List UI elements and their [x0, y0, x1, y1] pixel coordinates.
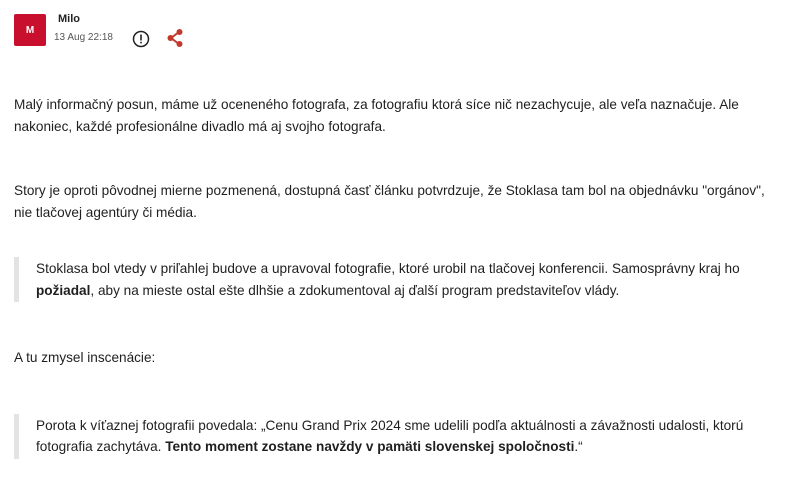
paragraph: A tu zmysel inscenácie:: [14, 350, 156, 365]
post-body: [14, 94, 774, 459]
quote-bold-text: požiadal: [36, 282, 91, 298]
blockquote: [14, 257, 776, 302]
post-timestamp: 13 Aug 22:18: [54, 32, 113, 43]
quote-text: .“: [574, 439, 583, 454]
quote-text: , aby na mieste ostal ešte dlhšie a zdokumentoval aj ďalší program predstaviteľov vlády.: [90, 282, 620, 298]
paragraph: Story je oproti pôvodnej mierne pozmenená, dostupná časť článku potvrdzuje, že Stoklasa tam bol na objednávku "orgánov", nie tlačovej agentúry či média.: [14, 183, 765, 220]
quote-text: Stoklasa bol vtedy v priľahlej budove a upravoval fotografie, ktoré urobil na tlačovej konferencii. Samosprávny kraj ho: [36, 261, 740, 276]
quote-text: Porota k víťaznej fotografii povedala: „Cenu Grand Prix 2024 sme udelili podľa aktuálnosti a závažnosti udalosti, ktorú fotografia zachytáva.: [36, 417, 744, 454]
blockquote: [14, 414, 776, 459]
quote-bold-text: Tento moment zostane navždy v pamäti slovenskej spoločnosti: [165, 439, 575, 454]
avatar[interactable]: M: [14, 14, 46, 46]
post-header: [14, 13, 314, 53]
share-icon[interactable]: [166, 28, 184, 48]
author-name[interactable]: Milo: [58, 13, 80, 25]
paragraph: Malý informačný posun, máme už oceneného fotografa, za fotografiu ktorá síce nič nezachycuje, ale veľa naznačuje. Ale nakoniec, každé profesionálne divadlo má aj svojho fotografa.: [14, 97, 739, 134]
exclamation-circle-icon[interactable]: [132, 30, 150, 48]
